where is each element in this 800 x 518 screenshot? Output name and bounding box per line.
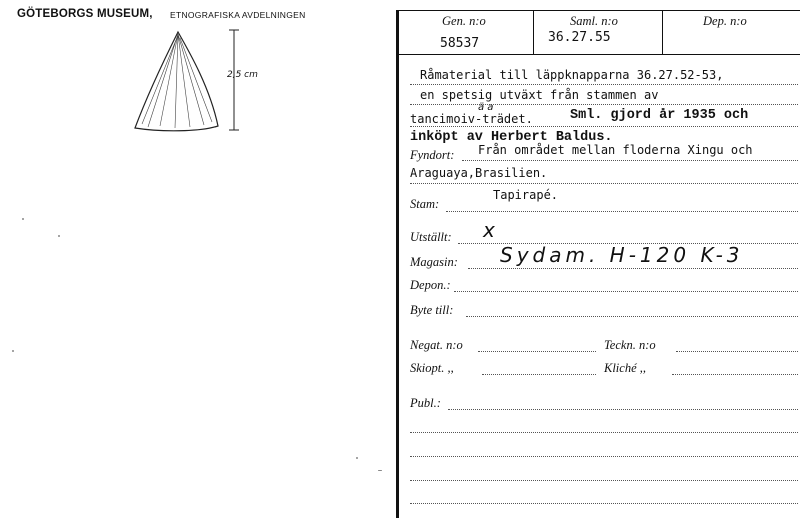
description-line-3: tancimoiv-trädet. [410, 112, 533, 126]
utstallt-value: x [483, 218, 499, 242]
department-name: ETNOGRAFISKA AVDELNINGEN [170, 10, 306, 20]
column-divider [533, 10, 534, 54]
stam-label: Stam: [410, 197, 440, 211]
kliche-label: Kliché ,, [604, 361, 647, 375]
gen-value: 58537 [440, 36, 480, 51]
teckn-label: Teckn. n:o [604, 338, 656, 352]
magasin-label: Magasin: [410, 255, 458, 269]
measurement-note: 2,5 cm [227, 70, 258, 80]
gen-label: Gen. n:o [442, 14, 486, 28]
card-left-border [396, 10, 399, 518]
byte-label: Byte till: [410, 303, 454, 317]
publ-label: Publ.: [410, 396, 441, 410]
negat-label: Negat. n:o [410, 338, 463, 352]
magasin-value: Sydam. H-120 K-3 [500, 243, 744, 267]
description-line-2: en spetsig utväxt från stammen av [420, 88, 659, 102]
handwritten-correction: ä a [478, 102, 494, 113]
stam-value: Tapirapé. [493, 188, 559, 202]
description-collection-note: Sml. gjord år 1935 och [570, 108, 749, 123]
card-top-border [399, 10, 800, 11]
purchase-line: inköpt av Herbert Baldus. [410, 130, 613, 145]
skiopt-label: Skiopt. ,, [410, 361, 454, 375]
utstallt-label: Utställt: [410, 230, 452, 244]
fyndort-value-1: Från området mellan floderna Xingu och [478, 143, 753, 157]
museum-name: GÖTEBORGS MUSEUM, [17, 8, 153, 20]
object-sketch-icon [120, 28, 280, 138]
fyndort-value-2: Araguaya,Brasilien. [410, 166, 548, 180]
depon-label: Depon.: [410, 278, 451, 292]
saml-value: 36.27.55 [548, 30, 611, 45]
description-line-1: Råmaterial till läppknapparna 36.27.52-53, [420, 68, 724, 82]
card-header-divider [399, 54, 800, 55]
column-divider [662, 10, 663, 54]
saml-label: Saml. n:o [570, 14, 618, 28]
dep-label: Dep. n:o [703, 14, 747, 28]
fyndort-label: Fyndort: [410, 148, 455, 162]
